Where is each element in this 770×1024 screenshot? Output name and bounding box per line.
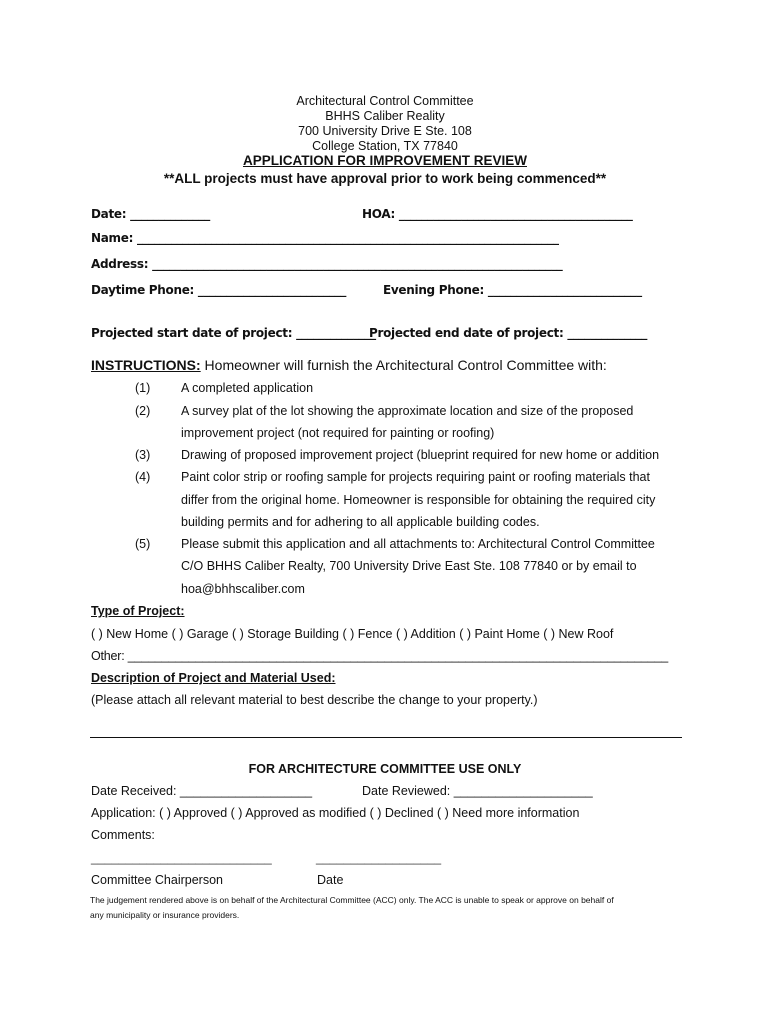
header-committee: Architectural Control Committee xyxy=(296,94,474,108)
instructions-intro: Homeowner will furnish the Architectural Control Committee with: xyxy=(200,357,607,373)
instruction-line: Please submit this application and all attachments to: Architectural Control Committee xyxy=(181,537,655,551)
projected-start-field[interactable]: Projected start date of project: ______________ xyxy=(91,326,376,340)
instruction-number: (2) xyxy=(135,404,151,418)
daytime-phone-field[interactable]: Daytime Phone: __________________________ xyxy=(91,283,347,297)
instruction-line: improvement project (not required for painting or roofing) xyxy=(181,426,495,440)
header-company: BHHS Caliber Reality xyxy=(325,109,445,123)
date-reviewed-field[interactable]: Date Reviewed: ____________________ xyxy=(362,784,593,798)
application-status[interactable]: Application: ( ) Approved ( ) Approved as modified ( ) Declined ( ) Need more information xyxy=(91,806,580,820)
committee-heading: FOR ARCHITECTURE COMMITTEE USE ONLY xyxy=(248,762,522,776)
instruction-line: hoa@bhhscaliber.com xyxy=(181,582,305,596)
date-received-field[interactable]: Date Received: ___________________ xyxy=(91,784,313,798)
type-of-project-heading: Type of Project: xyxy=(91,604,185,618)
header-street: 700 University Drive E Ste. 108 xyxy=(298,124,472,138)
instruction-line: A completed application xyxy=(181,381,314,395)
evening-phone-field[interactable]: Evening Phone: ___________________________ xyxy=(383,283,642,297)
date-field[interactable]: Date: ______________ xyxy=(91,207,210,221)
instruction-line: building permits and for adhering to all applicable building codes. xyxy=(181,515,540,529)
instruction-number: (3) xyxy=(135,448,151,462)
instruction-number: (1) xyxy=(135,381,151,395)
instructions-line xyxy=(91,357,607,373)
name-field[interactable]: Name: __________________________________________________________________________ xyxy=(91,231,559,245)
instruction-line: differ from the original home. Homeowner is responsible for obtaining the required city xyxy=(181,493,656,507)
description-note: (Please attach all relevant material to best describe the change to your property.) xyxy=(91,693,538,707)
instruction-number: (5) xyxy=(135,537,151,551)
instruction-line: Paint color strip or roofing sample for projects requiring paint or roofing materials that xyxy=(181,470,650,484)
instruction-line: C/O BHHS Caliber Realty, 700 University Drive East Ste. 108 77840 or by email to xyxy=(181,559,637,573)
form-title: APPLICATION FOR IMPROVEMENT REVIEW xyxy=(242,153,527,168)
project-type-options[interactable]: ( ) New Home ( ) Garage ( ) Storage Building ( ) Fence ( ) Addition ( ) Paint Home ( ) New Roof xyxy=(91,627,614,641)
disclaimer-line: The judgement rendered above is on behalf of the Architectural Committee (ACC) only. The ACC is unable to speak or approve on behalf of xyxy=(90,895,614,905)
date-label: Date xyxy=(317,873,344,887)
description-heading: Description of Project and Material Used: xyxy=(91,671,336,685)
hoa-field[interactable]: HOA: _________________________________________ xyxy=(362,207,633,221)
instruction-line: A survey plat of the lot showing the approximate location and size of the proposed xyxy=(181,404,634,418)
header-city: College Station, TX 77840 xyxy=(312,139,458,153)
comments-label: Comments: xyxy=(91,828,155,842)
instruction-line: Drawing of proposed improvement project (blueprint required for new home or addition xyxy=(181,448,660,462)
chairperson-label: Committee Chairperson xyxy=(91,873,223,887)
form-subtitle: **ALL projects must have approval prior to work being commenced** xyxy=(163,171,607,186)
disclaimer-line: any municipality or insurance providers. xyxy=(90,910,240,920)
instruction-number: (4) xyxy=(135,470,151,484)
projected-end-field[interactable]: Projected end date of project: ______________ xyxy=(369,326,648,340)
other-field[interactable]: Other: ________________________________________________________________________________ xyxy=(91,649,668,663)
address-field[interactable]: Address: ________________________________________________________________________ xyxy=(91,257,563,271)
chairperson-signature-line[interactable]: __________________________ xyxy=(91,851,272,865)
section-divider xyxy=(90,737,682,738)
signature-date-line[interactable]: __________________ xyxy=(316,851,442,865)
instructions-heading: INSTRUCTIONS: xyxy=(91,357,201,373)
